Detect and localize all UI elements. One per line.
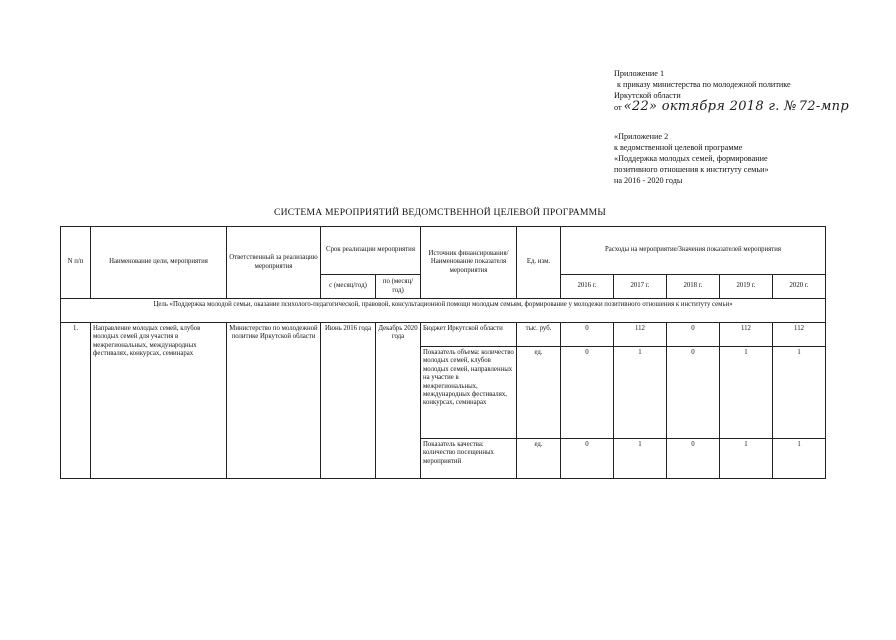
- event-period-to: Декабрь 2020 года: [376, 323, 421, 479]
- row-value: 1: [773, 347, 826, 439]
- header-responsible: Ответственный за реализацию мероприятия: [227, 227, 321, 299]
- row-unit: ед.: [517, 347, 561, 439]
- row-value: 112: [614, 323, 667, 347]
- header-period-from: с (месяц/год): [321, 275, 376, 299]
- event-number: 1.: [61, 323, 91, 479]
- header-year: 2017 г.: [614, 275, 667, 299]
- row-source: Бюджет Иркутской области: [421, 323, 517, 347]
- appendix-2-line-5: на 2016 - 2020 годы: [614, 176, 683, 185]
- row-value: 0: [561, 323, 614, 347]
- appendix-2-block: [614, 131, 854, 186]
- header-year: 2016 г.: [561, 275, 614, 299]
- appendix-2-line-4: позитивного отношения к институту семьи»: [614, 165, 769, 174]
- header-expenses: Расходы на мероприятие/Значения показателей мероприятия: [561, 227, 826, 275]
- row-value: 0: [561, 347, 614, 439]
- appendix-1-date-line: [614, 99, 849, 114]
- header-period-to: по (месяц/год): [376, 275, 421, 299]
- row-value: 1: [720, 347, 773, 439]
- header-year: 2019 г.: [720, 275, 773, 299]
- event-period-from: Июнь 2016 года: [321, 323, 376, 479]
- row-unit: тыс. руб.: [517, 323, 561, 347]
- appendix-2-line-2: к ведомственной целевой программе: [614, 143, 743, 152]
- row-value: 1: [773, 439, 826, 479]
- row-value: 112: [720, 323, 773, 347]
- row-value: 1: [720, 439, 773, 479]
- header-name: Наименование цели, мероприятия: [91, 227, 227, 299]
- header-unit: Ед. изм.: [517, 227, 561, 299]
- appendix-1-region-line: Иркутской области: [614, 91, 681, 100]
- appendix-1-order-line: к приказу министерства по молодежной политике: [617, 80, 791, 89]
- event-name: Направление молодых семей, клубов молодых семей для участия в межрегиональных, международных фестивалях, конкурсах, семинарах: [91, 323, 227, 479]
- row-source: Показатель качества: количество посещенных мероприятий: [421, 439, 517, 479]
- handwritten-order-number: 72-мпр: [798, 99, 849, 114]
- goal-row: Цель «Поддержка молодой семьи, оказание психолого-педагогической, правовой, консультационной помощи молодым семьям, формирование у молодежи позитивного отношения к институту семьи»: [61, 299, 826, 323]
- header-year: 2018 г.: [667, 275, 720, 299]
- appendix-1-title: Приложение 1: [614, 69, 665, 78]
- row-value: 1: [614, 439, 667, 479]
- row-value: 0: [667, 439, 720, 479]
- appendix-1-block: [614, 68, 849, 114]
- events-table: [60, 226, 826, 479]
- row-value: 1: [614, 347, 667, 439]
- row-source: Показатель объема: количество молодых семей, клубов молодых семей, направленных на участие в межрегиональных, международных фестивалях, конкурсах, семинарах: [421, 347, 517, 439]
- event-responsible: Министерство по молодежной политике Иркутской области: [227, 323, 321, 479]
- document-title: СИСТЕМА МЕРОПРИЯТИЙ ВЕДОМСТВЕННОЙ ЦЕЛЕВОЙ ПРОГРАММЫ: [274, 207, 606, 218]
- row-value: 0: [667, 347, 720, 439]
- row-value: 112: [773, 323, 826, 347]
- appendix-2-title: «Приложение 2: [614, 132, 669, 141]
- row-value: 0: [561, 439, 614, 479]
- handwritten-date: «22» октября 2018 г. №: [623, 99, 797, 114]
- row-value: 0: [667, 323, 720, 347]
- header-year: 2020 г.: [773, 275, 826, 299]
- date-prefix: от: [614, 103, 622, 112]
- header-source: Источник финансирования/Наименование показателя мероприятия: [421, 227, 517, 299]
- appendix-2-line-3: «Поддержка молодых семей, формирование: [614, 154, 768, 163]
- header-num: N п/п: [61, 227, 91, 299]
- row-unit: ед.: [517, 439, 561, 479]
- header-period: Срок реализации мероприятия: [321, 227, 421, 275]
